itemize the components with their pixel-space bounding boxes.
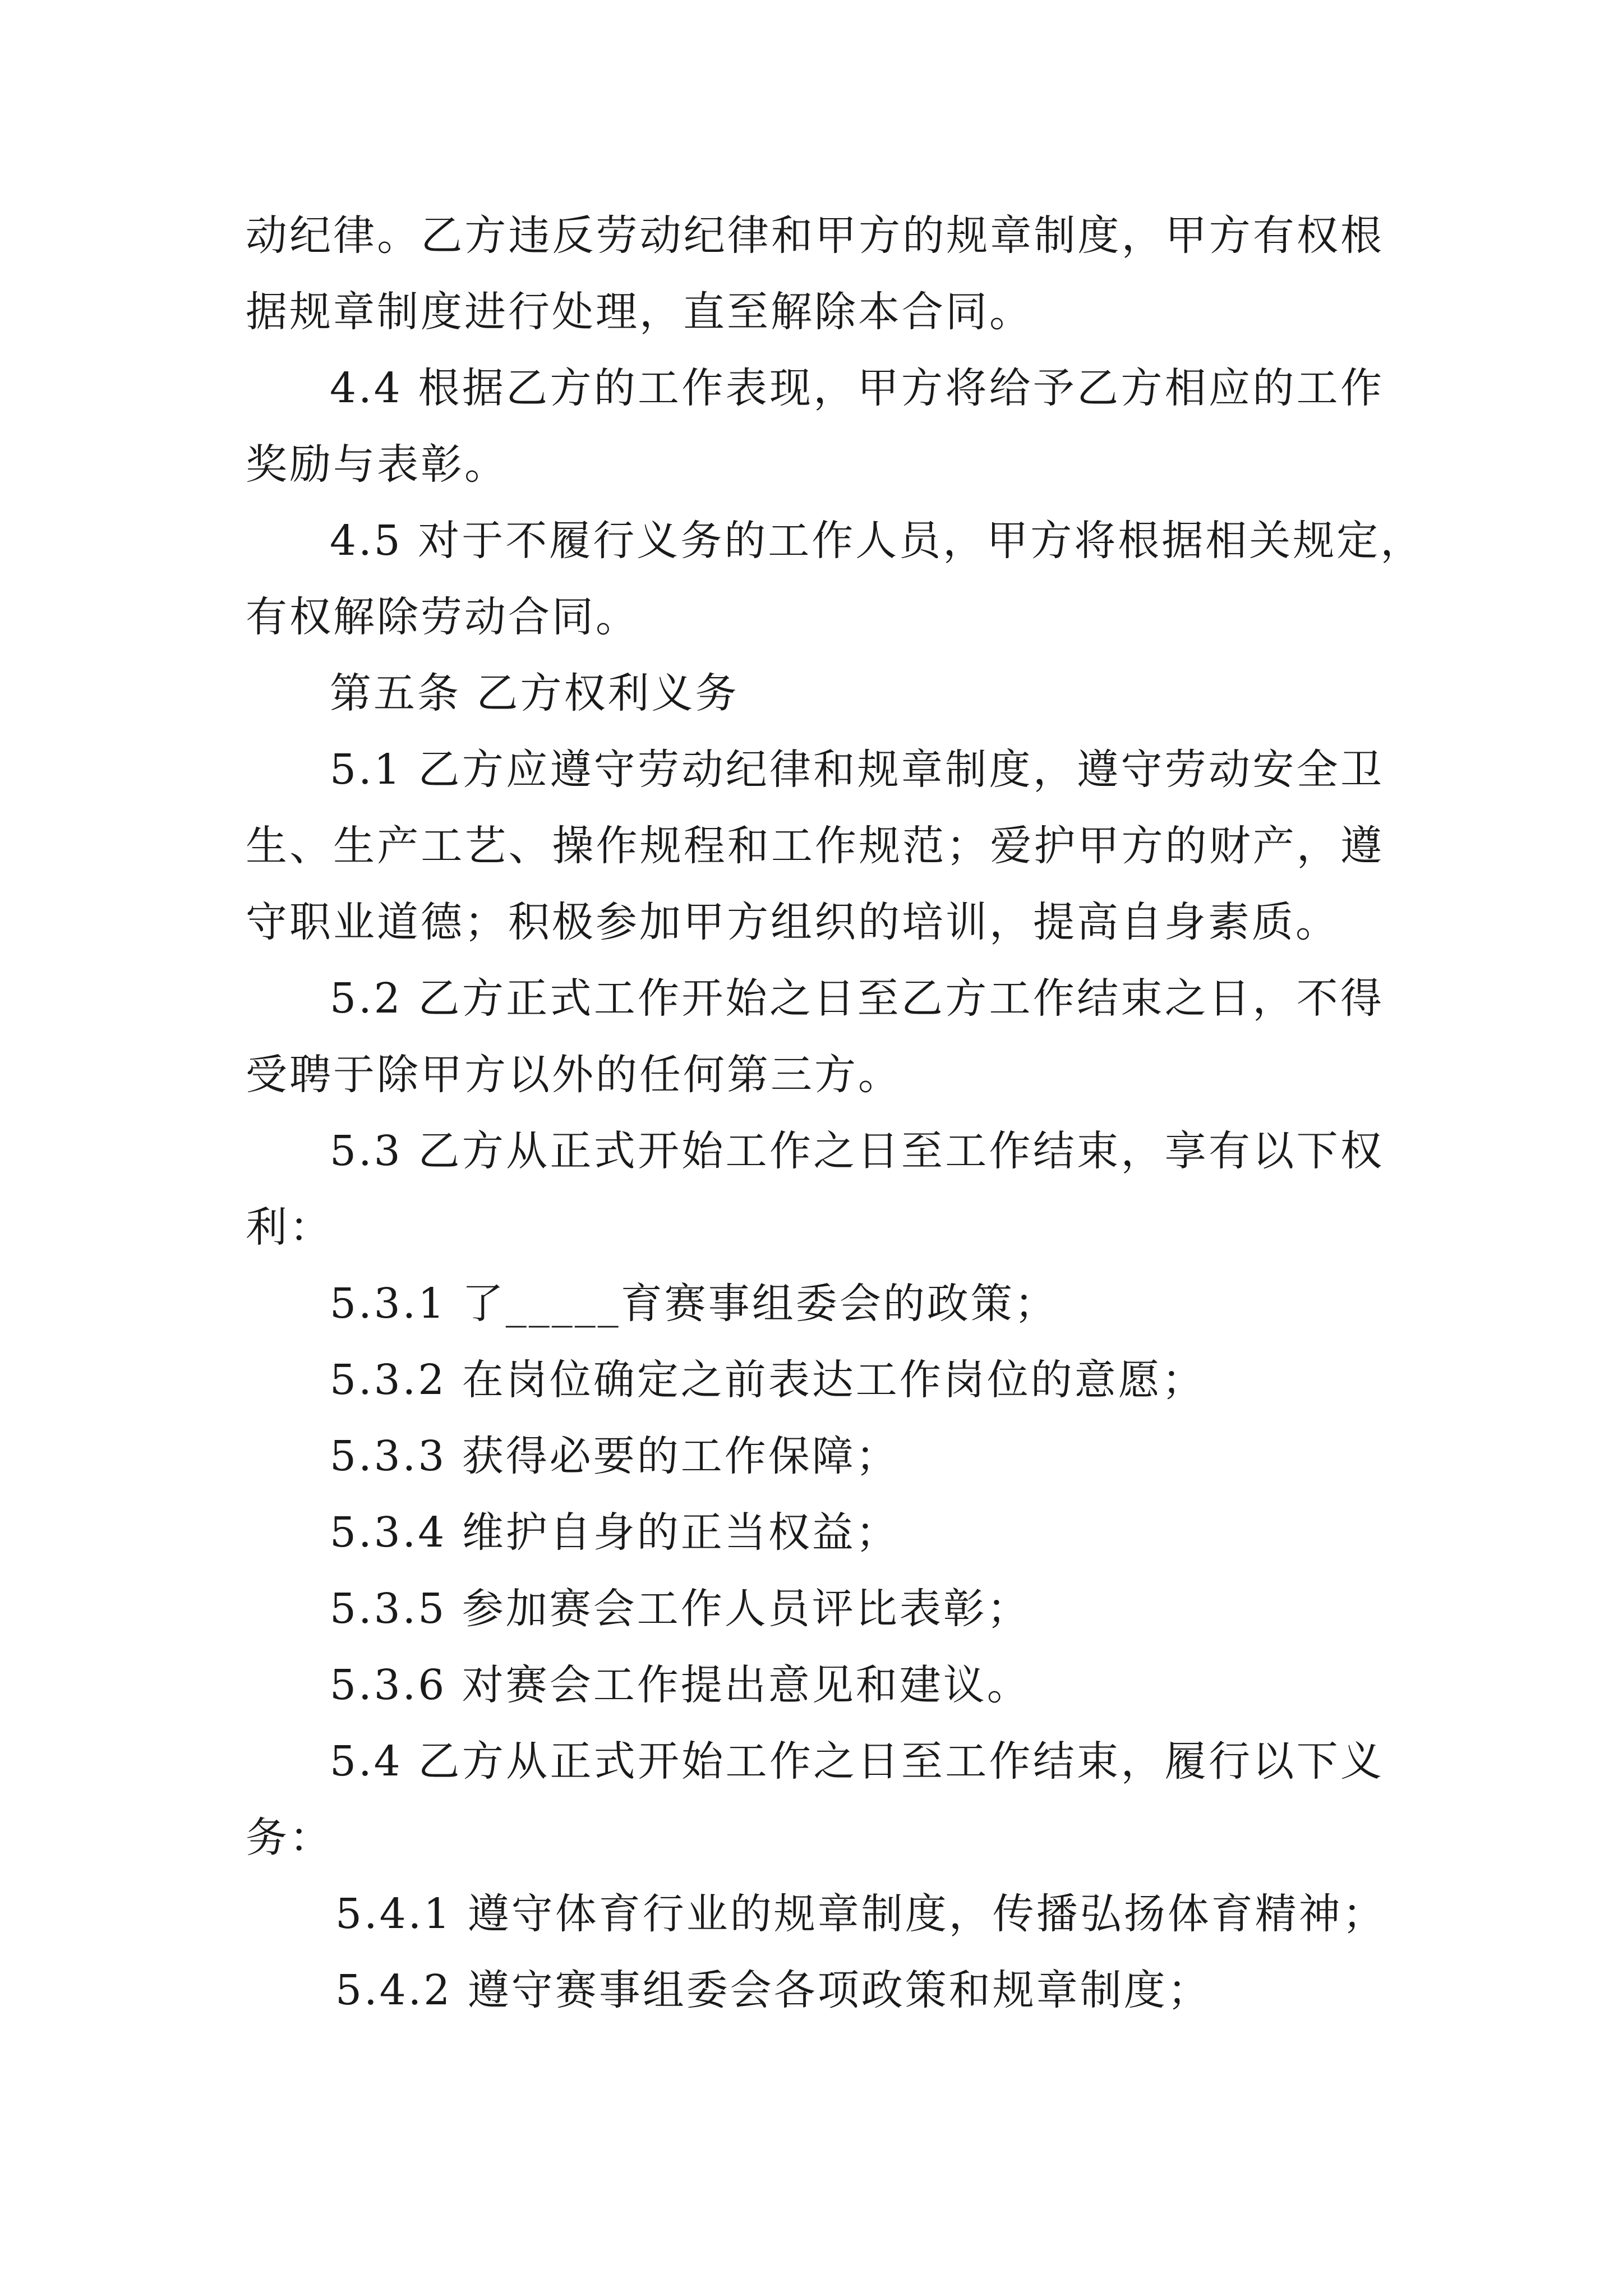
article-5-heading: 第五条 乙方权利义务 [330,669,739,717]
paragraph-line: 受聘于除甲方以外的任何第三方。 [246,1051,902,1099]
paragraph-line: 动纪律。乙方违反劳动纪律和甲方的规章制度，甲方有权根 [246,211,1384,260]
clause-5-4-2: 5.4.2 遵守赛事组委会各项政策和规章制度； [335,1966,1211,2014]
clause-5-1: 5.1 乙方应遵守劳动纪律和规章制度，遵守劳动安全卫 [330,746,1384,794]
paragraph-line: 守职业道德；积极参加甲方组织的培训，提高自身素质。 [246,898,1339,946]
clause-5-3: 5.3 乙方从正式开始工作之日至工作结束，享有以下权 [330,1127,1384,1175]
paragraph-line: 据规章制度进行处理，直至解除本合同。 [246,288,1033,336]
clause-5-3-4: 5.3.4 维护自身的正当权益； [330,1508,900,1557]
clause-5-4: 5.4 乙方从正式开始工作之日至工作结束，履行以下义 [330,1737,1384,1786]
paragraph-line: 奖励与表彰。 [246,440,508,489]
paragraph-line: 务： [246,1814,333,1862]
paragraph-line: 生、生产工艺、操作规程和工作规范；爱护甲方的财产，遵 [246,822,1384,870]
clause-5-2: 5.2 乙方正式工作开始之日至乙方工作结束之日，不得 [330,974,1384,1023]
clause-5-3-6: 5.3.6 对赛会工作提出意见和建议。 [330,1661,1031,1709]
paragraph-line: 利： [246,1203,333,1251]
clause-5-3-3: 5.3.3 获得必要的工作保障； [330,1432,900,1480]
clause-5-3-1: 5.3.1 了_____育赛事组委会的政策； [330,1280,1058,1328]
clause-4-5: 4.5 对于不履行义务的工作人员，甲方将根据相关规定， [330,517,1424,565]
paragraph-line: 有权解除劳动合同。 [246,593,639,641]
clause-5-4-1: 5.4.1 遵守体育行业的规章制度，传播弘扬体育精神； [335,1890,1386,1938]
clause-4-4: 4.4 根据乙方的工作表现，甲方将给予乙方相应的工作 [330,364,1384,412]
clause-5-3-5: 5.3.5 参加赛会工作人员评比表彰； [330,1585,1031,1633]
contract-body-text [246,197,1424,2028]
clause-5-3-2: 5.3.2 在岗位确定之前表达工作岗位的意愿； [330,1356,1206,1404]
